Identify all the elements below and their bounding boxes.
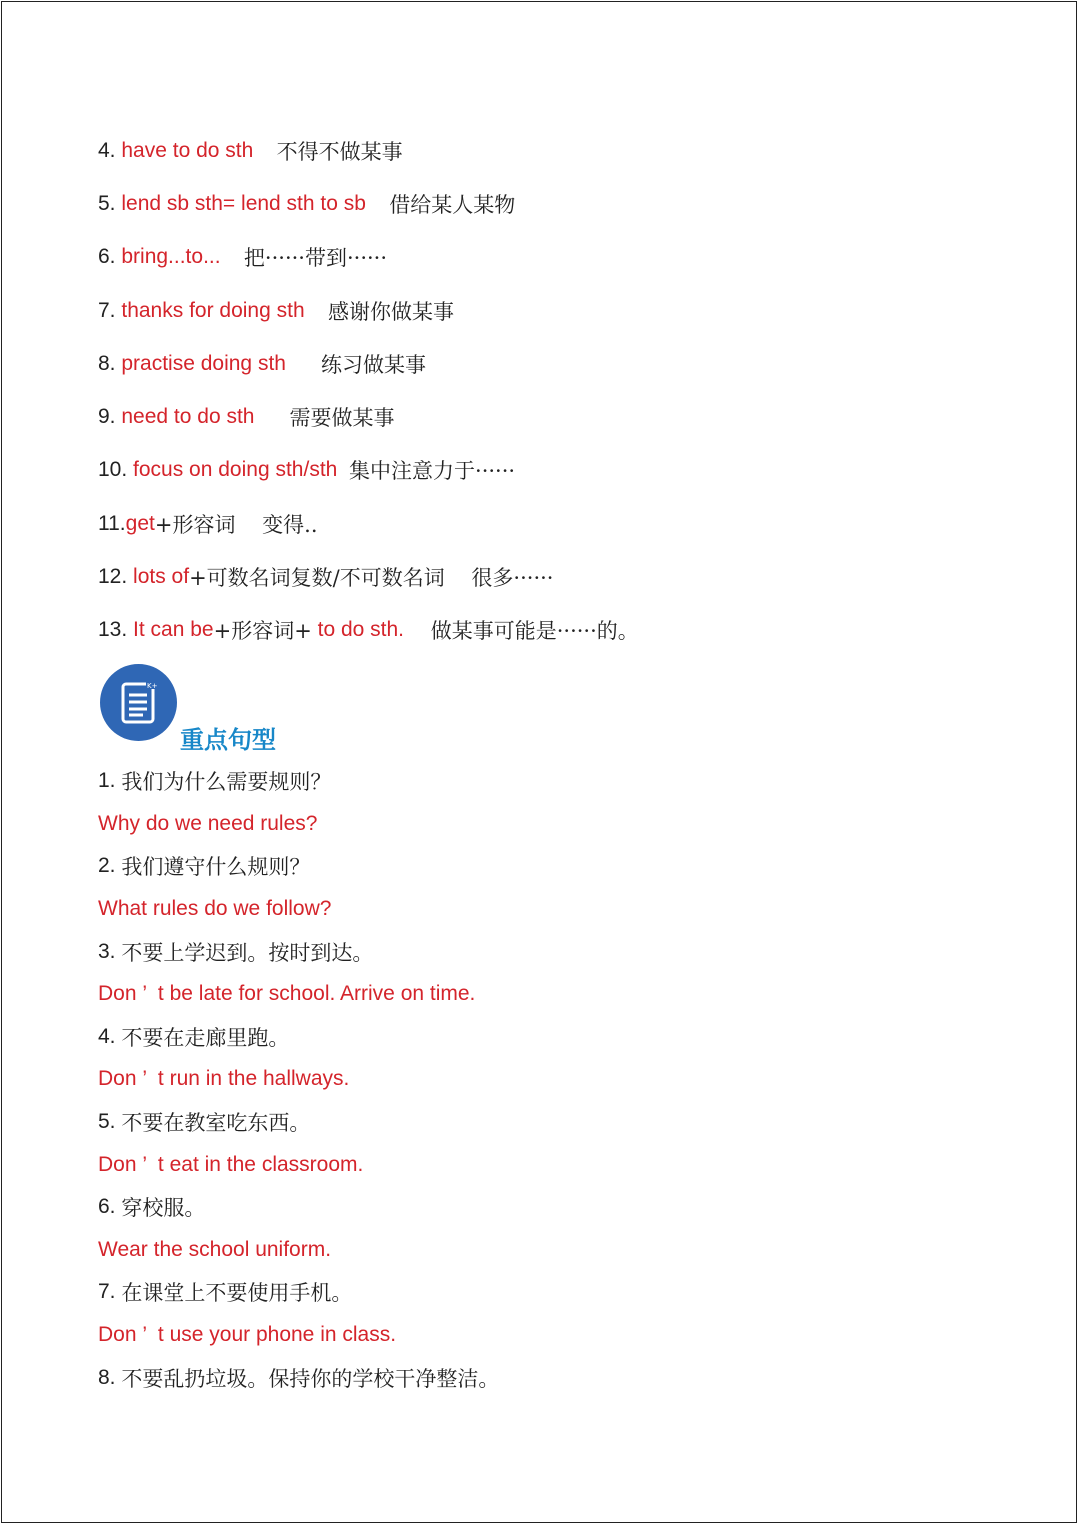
english-phrase: lots of [133,565,190,589]
item-number: 10. [98,458,134,482]
chinese-text: 不要在走廊里跑。 [121,1025,290,1050]
spacer [305,299,328,323]
item-number: 1. [98,769,122,793]
chinese-sentence [98,845,998,888]
english-phrase: need to do sth [121,405,255,429]
spacer [337,458,349,482]
chinese-meaning: 感谢你做某事 [327,299,454,324]
chinese-meaning: +形容词 变得.. [154,512,318,537]
item-number: 5. [98,191,122,215]
english-sentence: Wear the school uniform. [98,1237,332,1261]
chinese-meaning: 需要做某事 [289,406,395,431]
chinese-connector: +形容词+ [213,619,312,644]
chinese-sentence [98,930,998,973]
item-number: 2. [98,854,122,878]
chinese-meaning: 练习做某事 [320,352,426,377]
chinese-sentence [98,1101,998,1144]
chinese-text: 不要上学迟到。按时到达。 [121,940,374,965]
chinese-text: 不要在教室吃东西。 [121,1111,311,1136]
chinese-meaning: 把······带到······ [243,246,388,271]
english-phrase: bring...to... [121,245,221,269]
spacer [366,192,389,216]
phrase-item [98,337,998,390]
item-number: 8. [98,351,122,375]
english-phrase: thanks for doing sth [121,298,305,322]
english-sentence: Don ’ t use your phone in class. [98,1323,397,1347]
phrase-item [98,444,998,497]
english-phrase: get [125,511,155,535]
document-icon [119,681,159,725]
spacer [254,405,289,429]
spacer [253,139,276,163]
chinese-text: 不要乱扔垃圾。保持你的学校干净整洁。 [121,1366,500,1391]
item-number: 6. [98,245,122,269]
english-phrase: It can be [133,618,214,642]
section-title: 重点句型 [180,726,276,754]
english-phrase: lend sb sth= lend sth to sb [121,191,366,215]
item-number: 4. [98,138,122,162]
english-sentence: What rules do we follow? [98,897,332,921]
chinese-meaning: 集中注意力于······ [349,459,516,484]
english-phrase: have to do sth [121,138,254,162]
spacer [286,352,321,376]
phrase-item [98,284,998,337]
phrase-item [98,604,998,657]
item-number: 11. [98,511,126,535]
chinese-sentence [98,1356,998,1399]
english-phrase: focus on doing sth/sth [133,458,338,482]
english-phrase: practise doing sth [121,351,286,375]
phrase-item [98,124,998,177]
item-number: 7. [98,298,122,322]
english-sentence: Why do we need rules? [98,811,318,835]
chinese-text: 我们遵守什么规则？ [121,855,311,880]
chinese-text: 穿校服。 [121,1196,206,1221]
svg-text:K+: K+ [146,681,157,690]
chinese-meaning: 借给某人某物 [389,192,516,217]
item-number: 7. [98,1280,122,1304]
item-number: 6. [98,1195,122,1219]
phrase-item [98,177,998,230]
english-sentence: Don ’ t run in the hallways. [98,1067,350,1091]
chinese-meaning: +可数名词复数/不可数名词 很多······ [189,566,554,591]
phrase-item [98,231,998,284]
phrase-item [98,390,998,443]
item-number: 4. [98,1024,122,1048]
item-number: 8. [98,1365,122,1389]
chinese-sentence [98,1186,998,1229]
item-number: 5. [98,1110,122,1134]
chinese-text: 我们为什么需要规则？ [121,770,332,795]
item-number: 13. [98,618,134,642]
section-header [100,664,400,754]
section-badge [100,664,177,741]
item-number: 12. [98,565,134,589]
item-number: 9. [98,405,122,429]
sentence-list [98,760,998,1399]
phrase-list [98,124,998,657]
chinese-text: 在课堂上不要使用手机。 [121,1281,353,1306]
phrase-item [98,497,998,550]
english-phrase-part-2: to do sth. [311,618,405,642]
english-sentence: Don ’ t be late for school. Arrive on time. [98,982,476,1006]
chinese-meaning: 做某事可能是······的。 [404,619,639,644]
chinese-sentence [98,760,998,803]
chinese-sentence [98,1271,998,1314]
spacer [221,245,244,269]
english-sentence: Don ’ t eat in the classroom. [98,1152,364,1176]
item-number: 3. [98,939,122,963]
chinese-sentence [98,1016,998,1059]
chinese-meaning: 不得不做某事 [276,139,403,164]
phrase-item [98,550,998,603]
